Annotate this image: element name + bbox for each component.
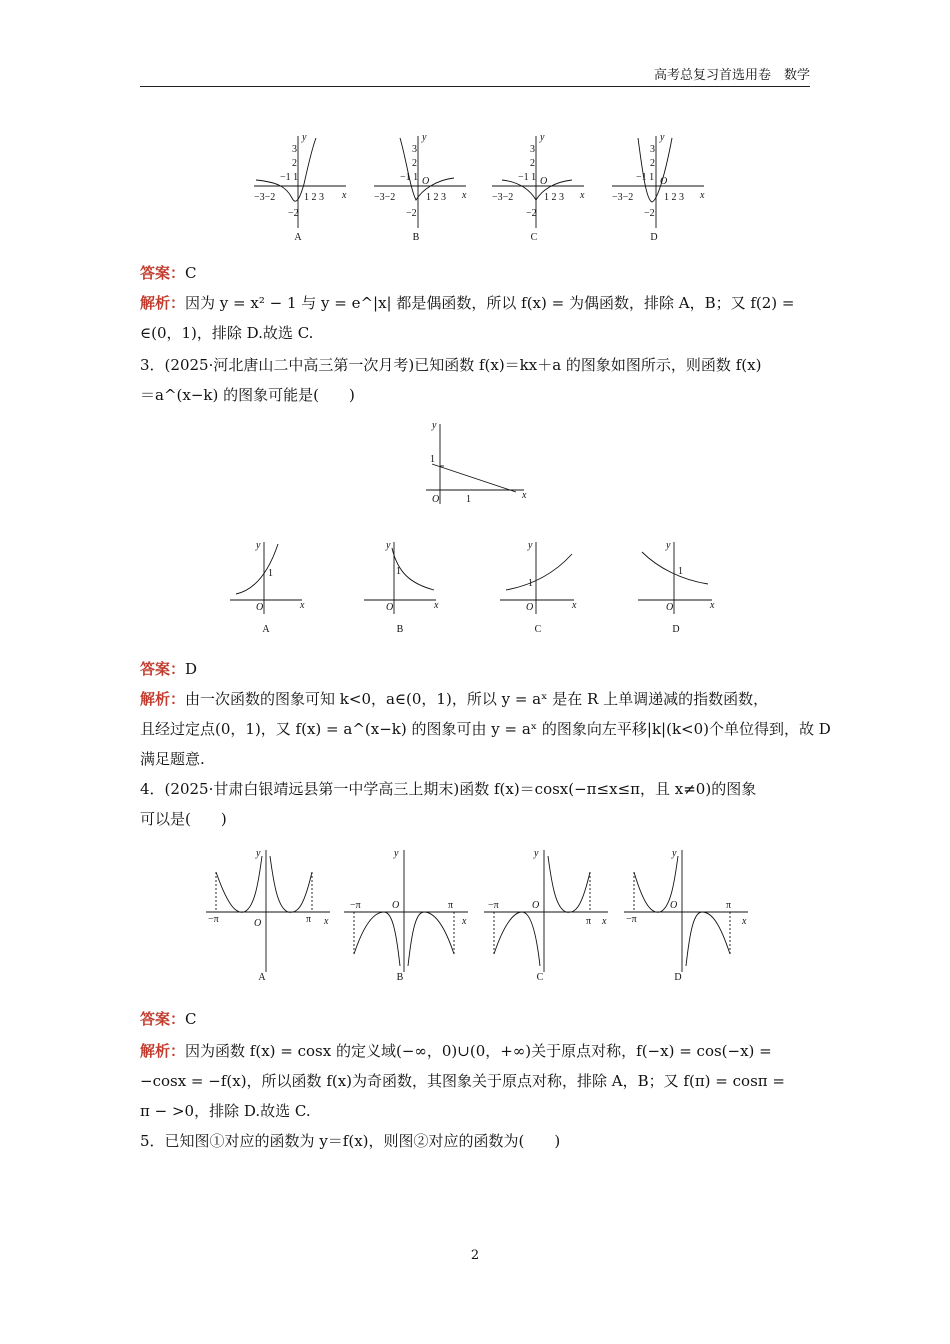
svg-text:O: O <box>526 602 534 613</box>
svg-text:−π: −π <box>488 900 499 911</box>
q2-analysis-2: ∈(0，1)，排除 D.故选 C. <box>140 324 314 342</box>
svg-text:x: x <box>324 916 329 927</box>
svg-text:1 2 3: 1 2 3 <box>426 192 446 203</box>
svg-text:x: x <box>462 916 467 927</box>
svg-text:O: O <box>666 602 674 613</box>
q3-label-d: D <box>672 624 680 635</box>
q3-label-c: C <box>534 624 542 635</box>
q4-label-b: B <box>396 972 404 983</box>
q5-stem-1: 5．已知图①对应的函数为 y＝f(x)，则图②对应的函数为( ) <box>140 1132 561 1150</box>
q2-answer: 答案：C <box>140 264 197 282</box>
svg-text:−π: −π <box>626 914 637 925</box>
svg-text:O: O <box>670 900 678 911</box>
svg-text:−3−2: −3−2 <box>492 192 514 203</box>
svg-text:1 2 3: 1 2 3 <box>304 192 324 203</box>
header-title: 高考总复习首选用卷 数学 <box>653 68 810 83</box>
svg-text:y: y <box>422 132 427 143</box>
svg-text:O: O <box>660 176 668 187</box>
q4-analysis-1: 解析：因为函数 f(x) = cosx 的定义域(−∞，0)∪(0，+∞)关于原点对称，f(−x) = cos(−x) = <box>140 1042 772 1060</box>
q3-stem-1: 3．(2025·河北唐山二中高三第一次月考)已知函数 f(x)＝kx＋a 的图象如图所示，则函数 f(x) <box>140 356 762 374</box>
q2-label-a: A <box>294 232 302 243</box>
q4-label-d: D <box>674 972 682 983</box>
svg-text:−3−2: −3−2 <box>374 192 396 203</box>
svg-text:1 2 3: 1 2 3 <box>544 192 564 203</box>
q4-stem-2: 可以是( ) <box>140 810 227 828</box>
svg-text:y: y <box>394 848 399 859</box>
svg-text:−2: −2 <box>526 208 537 219</box>
svg-text:−3−2: −3−2 <box>612 192 634 203</box>
q3-label-b: B <box>396 624 404 635</box>
q4-label-a: A <box>258 972 266 983</box>
svg-text:O: O <box>392 900 400 911</box>
q4-stem-1: 4．(2025·甘肃白银靖远县第一中学高三上期末)函数 f(x)＝cosx(−π≤x≤π，且 x≠0)的图象 <box>140 780 757 798</box>
q3-answer: 答案：D <box>140 660 198 678</box>
svg-text:O: O <box>254 918 262 929</box>
svg-text:y: y <box>540 132 545 143</box>
q2-label-b: B <box>412 232 420 243</box>
svg-text:y: y <box>660 132 665 143</box>
svg-text:x: x <box>700 190 705 201</box>
svg-text:π: π <box>586 916 592 927</box>
q2-analysis-1: 解析：因为 y = x² − 1 与 y = e^|x| 都是偶函数，所以 f(x) = 为偶函数，排除 A，B；又 f(2) = <box>140 294 795 312</box>
svg-text:π: π <box>448 900 454 911</box>
svg-text:π: π <box>726 900 732 911</box>
svg-text:O: O <box>532 900 540 911</box>
svg-text:−1 1: −1 1 <box>280 172 299 183</box>
q2-label-d: D <box>650 232 658 243</box>
svg-text:x: x <box>710 600 715 611</box>
svg-text:2: 2 <box>412 158 417 169</box>
svg-text:O: O <box>432 494 440 505</box>
svg-text:−2: −2 <box>644 208 655 219</box>
page-header <box>140 66 810 87</box>
q3-analysis-2: 且经过定点(0，1)，又 f(x) = a^(x−k) 的图象可由 y = aˣ 的图象向左平移|k|(k<0)个单位得到，故 D <box>140 720 831 738</box>
svg-text:y: y <box>386 540 391 551</box>
svg-text:1: 1 <box>268 568 273 579</box>
svg-text:y: y <box>302 132 307 143</box>
svg-text:y: y <box>672 848 677 859</box>
svg-text:O: O <box>386 602 394 613</box>
svg-text:y: y <box>666 540 671 551</box>
svg-text:x: x <box>300 600 305 611</box>
svg-text:−1 1: −1 1 <box>400 172 419 183</box>
svg-text:−3−2: −3−2 <box>254 192 276 203</box>
q4-label-c: C <box>536 972 544 983</box>
svg-text:3: 3 <box>412 144 417 155</box>
svg-text:y: y <box>256 540 261 551</box>
q4-figure <box>204 846 754 976</box>
svg-text:−π: −π <box>208 914 219 925</box>
q3-analysis-3: 满足题意. <box>140 750 205 768</box>
svg-text:x: x <box>434 600 439 611</box>
svg-text:x: x <box>522 490 527 501</box>
svg-text:−1 1: −1 1 <box>636 172 655 183</box>
svg-text:O: O <box>540 176 548 187</box>
svg-text:x: x <box>342 190 347 201</box>
svg-text:y: y <box>534 848 539 859</box>
q4-analysis-2: −cosx = −f(x)，所以函数 f(x)为奇函数，其图象关于原点对称，排除 A，B；又 f(π) = cosπ = <box>140 1072 785 1090</box>
svg-text:1: 1 <box>396 566 401 577</box>
q3-stem-2: ＝a^(x−k) 的图象可能是( ) <box>140 386 355 404</box>
q2-figure <box>240 128 720 238</box>
svg-text:2: 2 <box>530 158 535 169</box>
svg-text:1: 1 <box>528 578 533 589</box>
svg-text:3: 3 <box>650 144 655 155</box>
svg-text:1 2 3: 1 2 3 <box>664 192 684 203</box>
q2-label-c: C <box>530 232 538 243</box>
svg-text:3: 3 <box>292 144 297 155</box>
q3-analysis-1: 解析：由一次函数的图象可知 k<0，a∈(0，1)，所以 y = aˣ 是在 R 上单调递减的指数函数， <box>140 690 769 708</box>
svg-text:3: 3 <box>530 144 535 155</box>
svg-text:−2: −2 <box>406 208 417 219</box>
q3-label-a: A <box>262 624 270 635</box>
q3-stem-figure <box>420 420 540 510</box>
svg-text:y: y <box>256 848 261 859</box>
svg-text:x: x <box>602 916 607 927</box>
svg-text:y: y <box>528 540 533 551</box>
svg-text:y: y <box>432 420 437 431</box>
svg-text:1: 1 <box>466 494 471 505</box>
svg-text:−π: −π <box>350 900 361 911</box>
svg-text:O: O <box>422 176 430 187</box>
q2-graph-a <box>254 136 346 228</box>
svg-text:π: π <box>306 914 312 925</box>
svg-text:2: 2 <box>292 158 297 169</box>
svg-text:x: x <box>572 600 577 611</box>
page-number: 2 <box>470 1248 480 1263</box>
svg-text:−2: −2 <box>288 208 299 219</box>
q4-analysis-3: π − >0，排除 D.故选 C. <box>140 1102 311 1120</box>
q3-options-figure <box>228 538 728 618</box>
svg-text:O: O <box>256 602 264 613</box>
svg-text:x: x <box>742 916 747 927</box>
svg-text:1: 1 <box>678 566 683 577</box>
svg-text:x: x <box>580 190 585 201</box>
svg-text:1: 1 <box>430 454 435 465</box>
svg-text:2: 2 <box>650 158 655 169</box>
q4-answer: 答案：C <box>140 1010 197 1028</box>
svg-text:x: x <box>462 190 467 201</box>
svg-text:−1 1: −1 1 <box>518 172 537 183</box>
